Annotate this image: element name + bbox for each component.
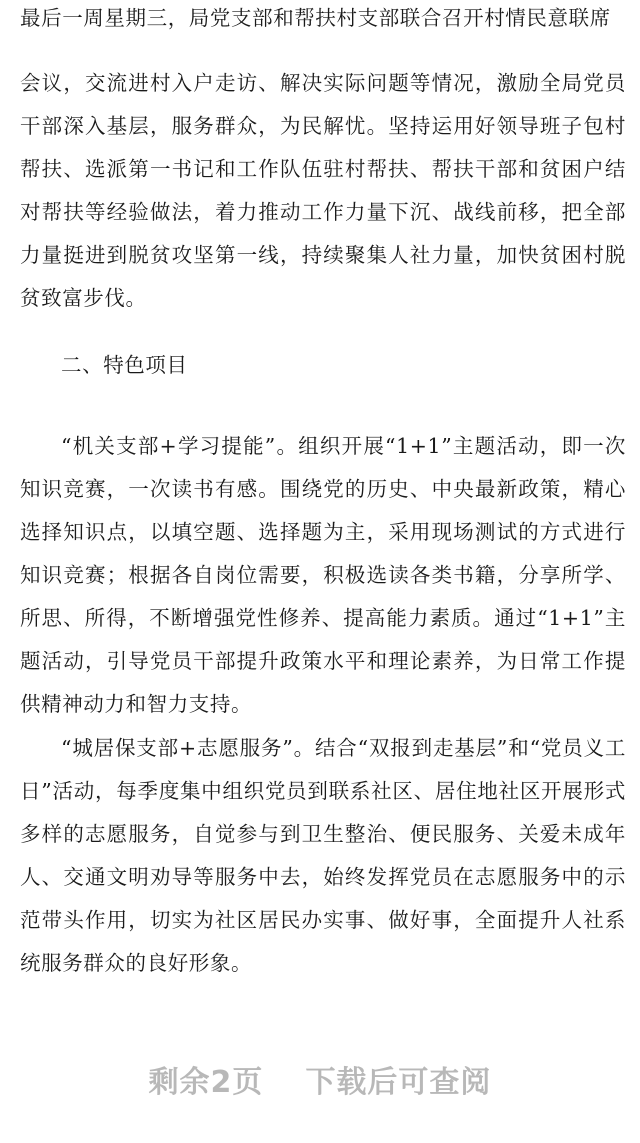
remaining-pages-text: 剩余2页 — [148, 1065, 264, 1100]
paragraph-study-project: “机关支部+学习提能”。组织开展“1+1”主题活动，即一次知识竞赛，一次读书有感。围绕党的历史、中央最新政策，精心选择知识点，以填空题、选择题为主，采用现场测试的方式进行知识竞赛；根据各自岗位需要，积极选读各类书籍，分享所学、所思、所得，不断增强党性修养、提高能力素质。通过“1+1”主题活动，引导党员干部提升政策水平和理论素养，为日常工作提供精神动力和智力支持。 — [20, 434, 626, 716]
section-heading: 二、特色项目 — [61, 353, 188, 377]
paragraph-continuation: 会议，交流进村入户走访、解决实际问题等情况，激励全局党员干部深入基层，服务群众，为民解忧。坚持运用好领导班子包村帮扶、选派第一书记和工作队伍驻村帮扶、帮扶干部和贫困户结对帮扶等经验做法，着力推动工作力量下沉、战线前移，把全部力量挺进到脱贫攻坚第一线，持续聚集人社力量，加快贫困村脱贫致富步伐。 — [20, 71, 626, 310]
download-to-view-text: 下载后可查阅 — [305, 1065, 492, 1100]
paragraph-continuation-top: 最后一周星期三，局党支部和帮扶村支部联合召开村情民意联席 — [20, 6, 611, 30]
download-prompt-banner[interactable] — [0, 1048, 640, 1118]
paragraph-volunteer-project: “城居保支部+志愿服务”。结合“双报到走基层”和“党员义工日”活动，每季度集中组织党员到联系社区、居住地社区开展形式多样的志愿服务，自觉参与到卫生整治、便民服务、关爱未成年人、交通文明劝导等服务中去，始终发挥党员在志愿服务中的示范带头作用，切实为社区居民办实事、做好事，全面提升人社系统服务群众的良好形象。 — [20, 736, 626, 975]
